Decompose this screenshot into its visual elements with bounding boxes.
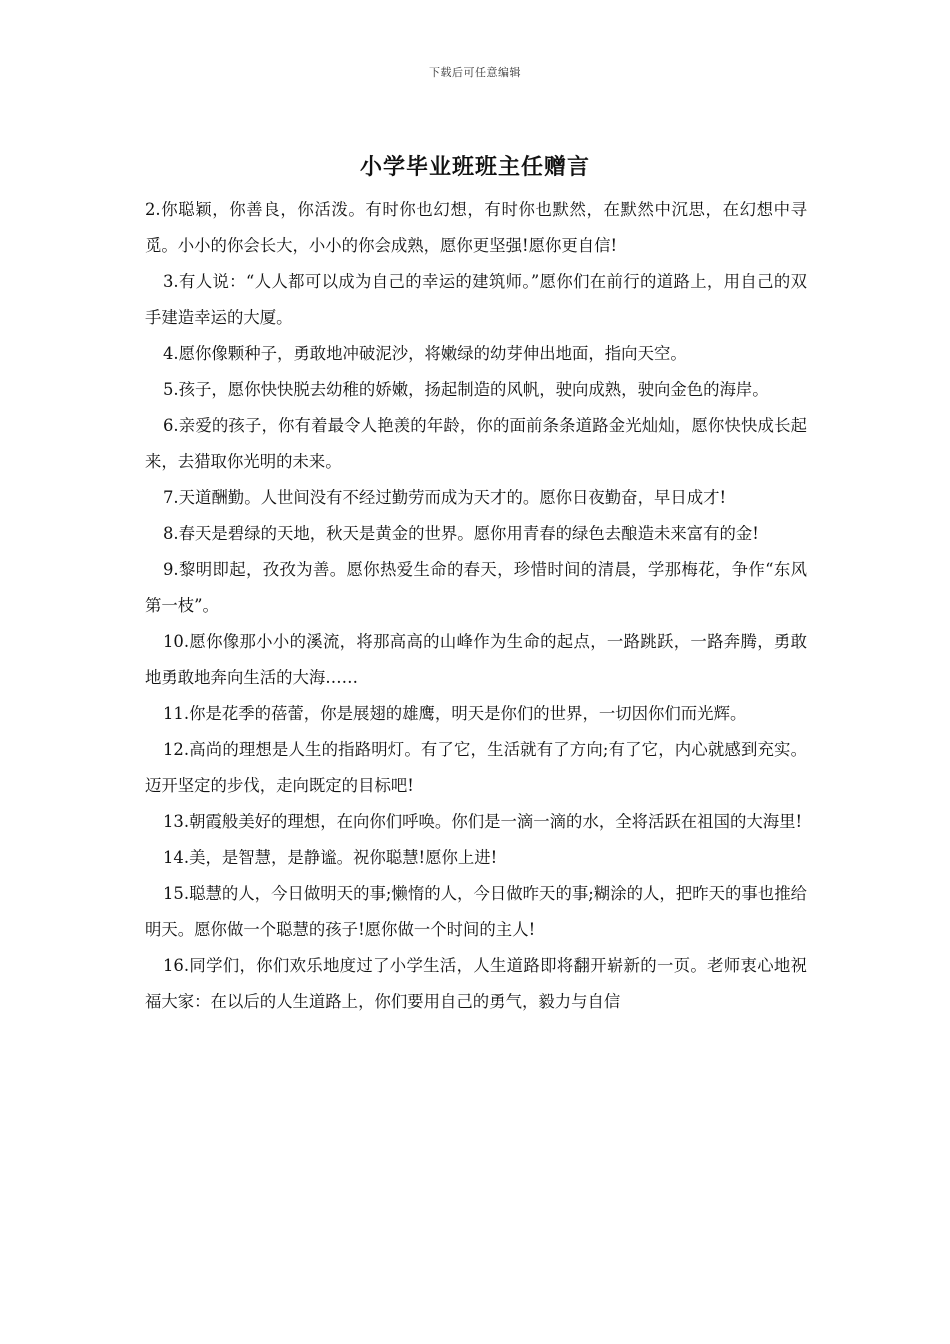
paragraph-10: 10.愿你像那小小的溪流，将那高高的山峰作为生命的起点，一路跳跃，一路奔腾，勇敢地勇敢地奔向生活的大海…… xyxy=(145,632,807,687)
paragraph-16: 16.同学们，你们欢乐地度过了小学生活，人生道路即将翻开崭新的一页。老师衷心地祝福大家：在以后的人生道路上，你们要用自己的勇气，毅力与自信 xyxy=(145,956,807,1011)
paragraph-15: 15.聪慧的人，今日做明天的事;懒惰的人，今日做昨天的事;糊涂的人，把昨天的事也推给明天。愿你做一个聪慧的孩子!愿你做一个时间的主人! xyxy=(145,884,807,939)
paragraph-9: 9.黎明即起，孜孜为善。愿你热爱生命的春天，珍惜时间的清晨，学那梅花，争作“东风第一枝”。 xyxy=(145,560,807,615)
paragraph-11: 11.你是花季的蓓蕾，你是展翅的雄鹰，明天是你们的世界，一切因你们而光辉。 xyxy=(163,704,747,723)
paragraph-13: 13.朝霞般美好的理想，在向你们呼唤。你们是一滴一滴的水，全将活跃在祖国的大海里! xyxy=(163,812,803,831)
document-body xyxy=(145,192,807,1020)
header-note: 下载后可任意编辑 xyxy=(429,66,521,79)
paragraph-7: 7.天道酬勤。人世间没有不经过勤劳而成为天才的。愿你日夜勤奋，早日成才! xyxy=(163,488,727,507)
paragraph-12: 12.高尚的理想是人生的指路明灯。有了它，生活就有了方向;有了它，内心就感到充实。迈开坚定的步伐，走向既定的目标吧! xyxy=(145,740,807,795)
paragraph-3: 3.有人说：“人人都可以成为自己的幸运的建筑师。”愿你们在前行的道路上，用自己的双手建造幸运的大厦。 xyxy=(145,272,807,327)
document-title: 小学毕业班班主任赠言 xyxy=(359,154,590,180)
paragraph-8: 8.春天是碧绿的天地，秋天是黄金的世界。愿你用青春的绿色去酿造未来富有的金! xyxy=(163,524,759,543)
paragraph-6: 6.亲爱的孩子，你有着最令人艳羡的年龄，你的面前条条道路金光灿灿，愿你快快成长起来，去猎取你光明的未来。 xyxy=(145,416,807,471)
paragraph-5: 5.孩子，愿你快快脱去幼稚的娇嫩，扬起制造的风帆，驶向成熟，驶向金色的海岸。 xyxy=(163,380,769,399)
paragraph-2: 2.你聪颖，你善良，你活泼。有时你也幻想，有时你也默然，在默然中沉思，在幻想中寻觅。小小的你会长大，小小的你会成熟，愿你更坚强!愿你更自信! xyxy=(145,200,807,255)
paragraph-14: 14.美，是智慧，是静谧。祝你聪慧!愿你上进! xyxy=(163,848,498,867)
paragraph-4: 4.愿你像颗种子，勇敢地冲破泥沙，将嫩绿的幼芽伸出地面，指向天空。 xyxy=(163,344,687,363)
